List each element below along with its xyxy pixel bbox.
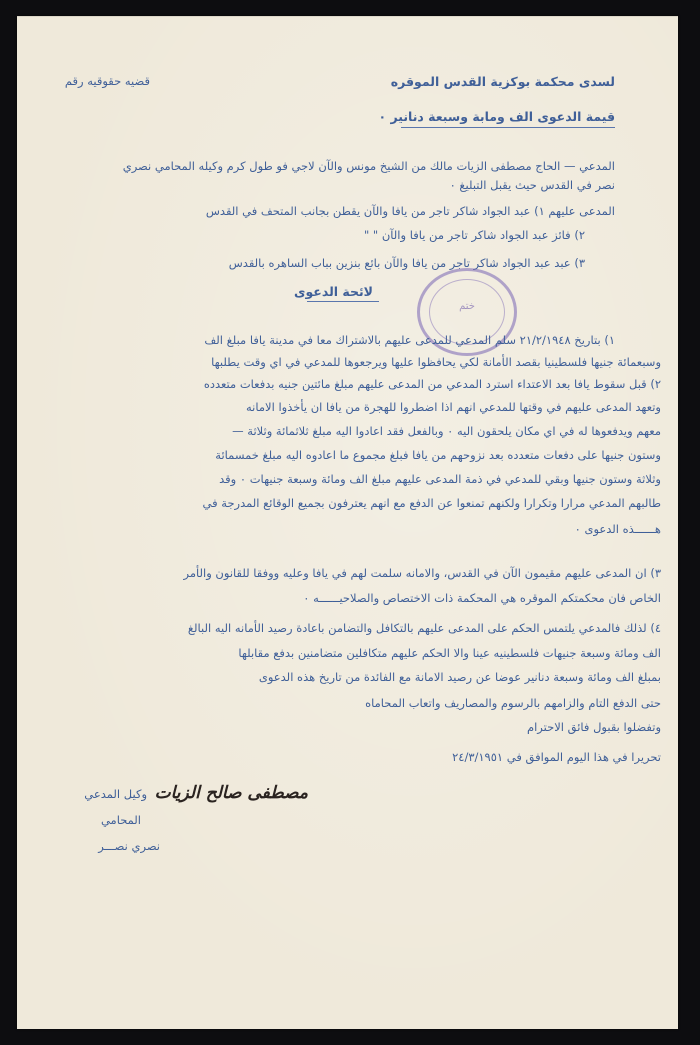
body-line: وسبعمائة جنيها فلسطينيا بقصد الأمانة لكي يحافظوا عليها ويرجعوها للمدعي في اي وقت يطلبها [211, 355, 661, 369]
body-line: ٢) قبل سقوط يافا بعد الاعتداء استرد المدعي من المدعى عليهم مبلغ مائتين جنيه بدفعات متعدده [203, 377, 661, 391]
claim-underline [401, 127, 615, 128]
body-line: ١) بتاريخ ٢١/٢/١٩٤٨ سلم المدعي للمدعى عليهم بالاشتراك معا في مدينة يافا مبلغ الف [204, 333, 615, 347]
body-line: الف ومائة وسبعة جنيهات فلسطينيه عينا والا الحكم عليهم متكافلين متضامنين بدفع مقابلها [238, 646, 661, 660]
addressee: لسدى محكمة بوكزية القدس الموقره [390, 74, 615, 89]
defendant-3: ٣) عبد عبد الجواد شاكر تاجر من يافا والآن بائع بنزين بباب الساهره بالقدس [228, 256, 585, 270]
body-line: وتعهد المدعى عليهم في وقتها للمدعي انهم اذا اضطروا للهجرة من يافا ان يأخذوا الامانه [246, 400, 661, 414]
document-page [17, 16, 678, 1029]
body-line: الخاص فان محكمتكم الموقره هي المحكمة ذات الاختصاص والصلاحيــــــه ٠ [303, 591, 661, 605]
stamp-text: ختم [459, 301, 475, 312]
claim-value: قيمة الدعوى الف ومابة وسبعة دنانير ٠ [378, 109, 615, 124]
body-line: وستون جنيها على دفعات متعدده بعد نزوحهم من يافا فبلغ مجموع ما اعادوه اليه مبلغ خمسمائة [215, 448, 661, 462]
body-line: ٣) ان المدعى عليهم مقيمون الآن في القدس، والامانه سلمت لهم في يافا وعليه ووفقا للقانون والأمر [183, 566, 661, 580]
section-title: لائحة الدعوى [294, 284, 373, 299]
defendant-2: ٢) فائز عبد الجواد شاكر تاجر من يافا والآن " " [363, 228, 585, 242]
body-line: وتفضلوا بقبول فائق الاحترام [526, 720, 661, 734]
body-line: معهم ويدفعوها له في اي مكان يلحقون اليه ٠ وبالفعل فقد اعادوا اليه مبلغ ثلاثمائة وثلاثة — [232, 424, 661, 438]
lawyer-label: المحامي [100, 813, 141, 827]
lawyer-name: نصري نصـــر [98, 839, 160, 853]
date-line: تحريرا في هذا اليوم الموافق في ٢٤/٣/١٩٥١ [452, 750, 661, 764]
body-line: بمبلغ الف ومائة وسبعة دنانير عوضا عن رصيد الامانة مع الفائدة من تاريخ هذه الدعوى [258, 670, 661, 684]
body-line: طالبهم المدعي مرارا وتكرارا ولكنهم تمنعوا عن الدفع مع انهم يعترفون بجميع الوقائع المدرجة في [202, 496, 661, 510]
defendant-1: المدعى عليهم ١) عبد الجواد شاكر تاجر من يافا والآن يقطن بجانب المتحف في القدس [205, 204, 615, 218]
page-edge [17, 16, 678, 17]
body-line: هــــــذه الدعوى ٠ [574, 522, 661, 536]
handwritten-signature: مصطفى صالح الزيات [154, 783, 308, 803]
plaintiff-line-1: المدعي — الحاج مصطفى الزيات مالك من الشيخ مونس والآن لاجي فو طول كرم وكيله المحامي نصري [122, 159, 615, 173]
body-line: وثلاثة وستون جنيها وبقي للمدعي في ذمة المدعى عليهم مبلغ الف ومائة وسبعة جنيهات ٠ وقد [219, 472, 661, 486]
agent-label: وكيل المدعي [84, 787, 147, 801]
plaintiff-line-2: نصر في القدس حيث يقبل التبليغ ٠ [449, 178, 615, 192]
section-title-underline [307, 301, 379, 302]
case-number-label: قضيه حقوقيه رقم [64, 74, 150, 88]
body-line: ٤) لذلك فالمدعي يلتمس الحكم على المدعى عليهم بالتكافل والتضامن باعادة رصيد الأمانه اليه البالغ [187, 621, 661, 635]
body-line: حتى الدفع التام والزامهم بالرسوم والمصاريف واتعاب المحاماه [365, 696, 661, 710]
